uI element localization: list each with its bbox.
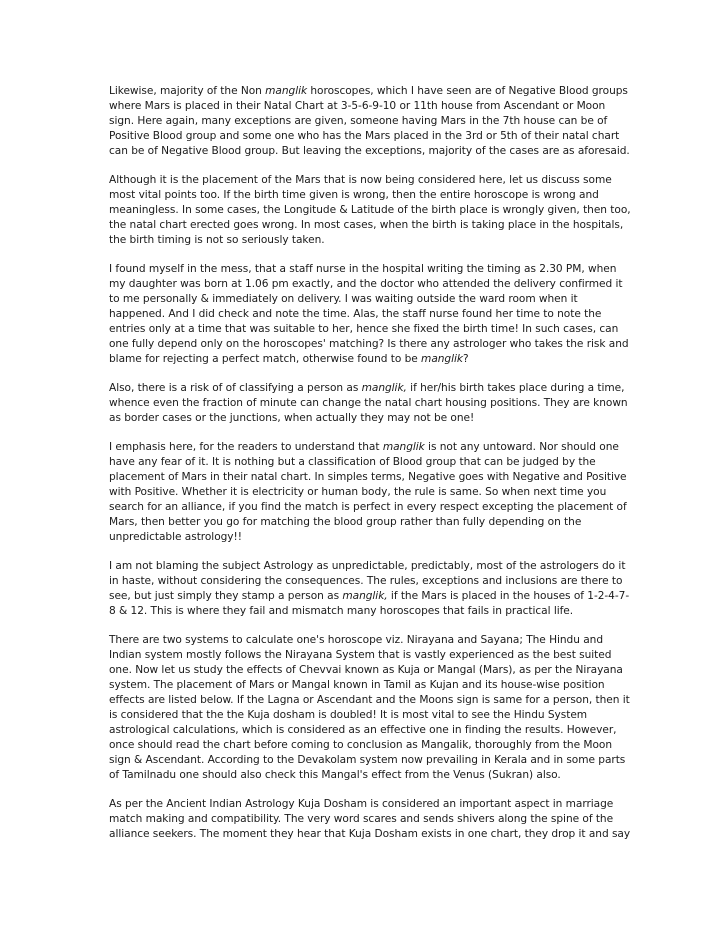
paragraph-6 [109,559,633,619]
text-run: As per the Ancient Indian Astrology Kuja Dosham is considered an important aspect in marriage match making and compatibility. The very word scares and sends shivers along the spine of the alliance seekers. The moment they hear that Kuja Dosham exists in one chart, they drop it and say [109,798,631,840]
text-run: Although it is the placement of the Mars that is now being considered here, let us discuss some most vital points too. If the birth time given is wrong, then the entire horoscope is wrong and meaningless. In some cases, the Longitude & Latitude of the birth place is wrongly given, then too, the natal chart erected goes wrong. In most cases, when the birth is taking place in the hospitals, the birth timing is not so seriously taken. [109,174,631,246]
paragraph-8 [109,797,633,842]
italic-term: manglik, [342,590,388,602]
text-run: There are two systems to calculate one's horoscope viz. Nirayana and Sayana; The Hindu and Indian system mostly follows the Nirayana System that is vastly experienced as the best suited one. Now let us study the effects of Chevvai known as Kuja or Mangal (Mars), as per the Nirayana system. The placement of Mars or Mangal known in Tamil as Kujan and its house-wise position effects are listed below. If the Lagna or Ascendant and the Moons sign is same for a person, then it is considered that the the Kuja dosham is doubled! It is most vital to see the Hindu System astrological calculations, which is considered as an effective one in finding the results. However, once should read the chart before coming to conclusion as Mangalik, thoroughly from the Moon sign & Ascendant. According to the Devakolam system now prevailing in Kerala and in some parts of Tamilnadu one should also check this Mangal's effect from the Venus (Sukran) also. [109,634,630,781]
text-run: I found myself in the mess, that a staff nurse in the hospital writing the timing as 2.30 PM, when my daughter was born at 1.06 pm exactly, and the doctor who attended the delivery confirmed it to me personally & immediately on delivery. I was waiting outside the ward room when it happened. And I did check and note the time. Alas, the staff nurse found her time to note the entries only at a time that was suitable to her, hence she fixed the birth time! In such cases, can one fully depend only on the horoscopes' matching? Is there any astrologer who takes the risk and blame for rejecting a perfect match, otherwise found to be [109,263,629,365]
text-run: if the Mars is placed in the houses of 1-2-4-7-8 & 12. This is where they fail and mismatch many horoscopes that fails in practical life. [109,590,630,617]
text-run: ? [462,353,469,365]
text-run: I emphasis here, for the readers to understand that [109,441,383,453]
text-run: Likewise, majority of the Non [109,85,266,97]
italic-term: manglik [421,353,463,365]
paragraph-1 [109,84,633,159]
italic-term: manglik [382,441,425,453]
text-run: if her/his birth takes place during a time, whence even the fraction of minute can change the natal chart housing positions. They are known as border cases or the junctions, when actually they may not be one! [109,382,628,424]
text-run: I am not blaming the subject Astrology as unpredictable, predictably, most of the astrologers do it in haste, without considering the consequences. The rules, exceptions and inclusions are there to see, but just simply they stamp a person as [109,560,626,602]
paragraph-4 [109,381,633,426]
text-run: Also, there is a risk of of classifying a person as [109,382,362,394]
paragraph-3 [109,262,633,367]
document-page [109,84,633,856]
text-run: horoscopes, which I have seen are of Negative Blood groups where Mars is placed in their Natal Chart at 3-5-6-9-10 or 11th house from Ascendant or Moon sign. Here again, many exceptions are given, someone having Mars in the 7th house can be of Positive Blood group and some one who has the Mars placed in the 3rd or 5th of their natal chart can be of Negative Blood group. But leaving the exceptions, majority of the cases are as aforesaid. [109,85,630,157]
paragraph-2 [109,173,633,248]
paragraph-5 [109,440,633,545]
text-run: is not any untoward. Nor should one have any fear of it. It is nothing but a classification of Blood group that can be judged by the placement of Mars in their natal chart. In simples terms, Negative goes with Negative and Positive with Positive. Whether it is electricity or human body, the rule is same. So when next time you search for an alliance, if you find the match is perfect in every respect excepting the placement of Mars, then better you go for matching the blood group rather than fully depending on the unpredictable astrology!! [109,441,627,543]
italic-term: manglik [265,85,308,97]
paragraph-7 [109,633,633,783]
italic-term: manglik, [361,382,407,394]
